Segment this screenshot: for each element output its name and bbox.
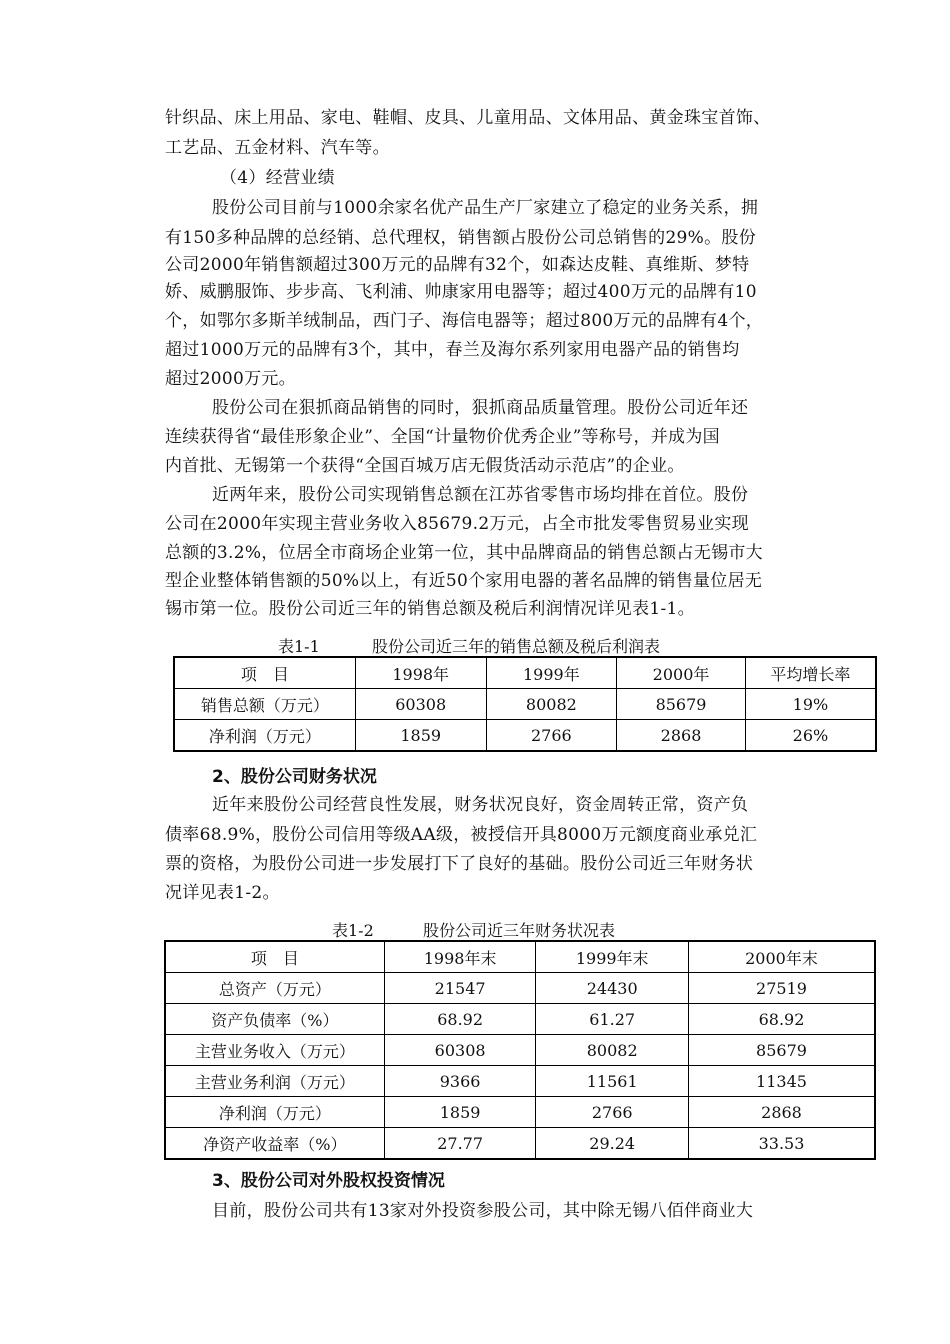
paragraph-line: 超过1000万元的品牌有3个，其中，春兰及海尔系列家用电器产品的销售均 [165, 340, 740, 360]
table-row [165, 973, 875, 1004]
paragraph-line: 债率68.9%，股份公司信用等级AA级，被授信开具8000万元额度商业承兑汇 [165, 825, 758, 845]
paragraph-line: 目前，股份公司共有13家对外投资参股公司，其中除无锡八佰伴商业大 [212, 1201, 754, 1221]
table2-caption-title: 股份公司近三年财务状况表 [423, 921, 616, 940]
table-cell: 85679 [689, 1035, 876, 1066]
paragraph-line: 工艺品、五金材料、汽车等。 [165, 138, 390, 158]
table-cell: 2868 [617, 720, 746, 752]
table-row [165, 1066, 875, 1097]
column-header: 2000年末 [689, 941, 876, 973]
row-label: 主营业务收入（万元） [165, 1035, 384, 1066]
paragraph-line: 超过2000万元。 [165, 369, 296, 389]
paragraph-line: 票的资格，为股份公司进一步发展打下了良好的基础。股份公司近三年财务状 [165, 854, 754, 874]
table-cell: 24430 [536, 973, 689, 1004]
table-cell: 1859 [384, 1097, 536, 1128]
paragraph-line: 连续获得省“最佳形象企业”、全国“计量物价优秀企业”等称号，并成为国 [165, 427, 720, 447]
sales-profit-table [173, 656, 877, 752]
column-header: 2000年 [617, 657, 746, 689]
table-header-row [165, 941, 875, 973]
table-cell: 85679 [617, 689, 746, 720]
table-row [174, 689, 876, 720]
table-cell: 21547 [384, 973, 536, 1004]
table-cell: 2868 [689, 1097, 876, 1128]
paragraph-line: 有150多种品牌的总经销、总代理权，销售额占股份公司总销售的29%。股份 [165, 228, 757, 248]
paragraph-line: 近两年来，股份公司实现销售总额在江苏省零售市场均排在首位。股份 [212, 485, 749, 505]
table-cell: 60308 [384, 1035, 536, 1066]
row-label: 资产负债率（%） [165, 1004, 384, 1035]
table-cell: 60308 [355, 689, 486, 720]
paragraph-line: 内首批、无锡第一个获得“全国百城万店无假货活动示范店”的企业。 [165, 456, 685, 476]
table-header-row [174, 657, 876, 689]
section-heading: 3、股份公司对外股权投资情况 [212, 1171, 445, 1191]
column-header: 1998年 [355, 657, 486, 689]
paragraph-line: 针织品、床上用品、家电、鞋帽、皮具、儿童用品、文体用品、黄金珠宝首饰、 [165, 108, 771, 128]
table-row [165, 1035, 875, 1066]
table-cell: 27.77 [384, 1128, 536, 1160]
column-header: 项 目 [174, 657, 355, 689]
table-row [165, 1097, 875, 1128]
column-header: 1999年 [486, 657, 617, 689]
table-cell: 11345 [689, 1066, 876, 1097]
row-label: 净利润（万元） [174, 720, 355, 752]
row-label: 销售总额（万元） [174, 689, 355, 720]
paragraph-line: 个，如鄂尔多斯羊绒制品，西门子、海信电器等；超过800万元的品牌有4个， [165, 311, 764, 331]
table-cell: 11561 [536, 1066, 689, 1097]
paragraph-line: 型企业整体销售额的50%以上，有近50个家用电器的著名品牌的销售量位居无 [165, 571, 763, 591]
table1-caption-title: 股份公司近三年的销售总额及税后利润表 [372, 637, 661, 656]
table-cell: 33.53 [689, 1128, 876, 1160]
paragraph-line: 况详见表1-2。 [165, 883, 280, 903]
subsection-title: （4）经营业绩 [220, 168, 335, 188]
table-cell: 80082 [536, 1035, 689, 1066]
table1-caption-number: 表1-1 [278, 637, 320, 656]
paragraph-line: 近年来股份公司经营良性发展，财务状况良好，资金周转正常，资产负 [212, 795, 749, 815]
row-label: 主营业务利润（万元） [165, 1066, 384, 1097]
row-label: 净资产收益率（%） [165, 1128, 384, 1160]
paragraph-line: 股份公司在狠抓商品销售的同时，狠抓商品质量管理。股份公司近年还 [212, 398, 749, 418]
paragraph-line: 娇、威鹏服饰、步步高、飞利浦、帅康家用电器等；超过400万元的品牌有10 [165, 282, 757, 302]
paragraph-line: 公司2000年销售额超过300万元的品牌有32个，如森达皮鞋、真维斯、梦特 [165, 255, 750, 275]
paragraph-line: 总额的3.2%，位居全市商场企业第一位，其中品牌商品的销售总额占无锡市大 [165, 543, 763, 563]
table-cell: 9366 [384, 1066, 536, 1097]
column-header: 项 目 [165, 941, 384, 973]
column-header: 1999年末 [536, 941, 689, 973]
column-header: 1998年末 [384, 941, 536, 973]
financial-status-table [164, 940, 876, 1160]
table-cell: 61.27 [536, 1004, 689, 1035]
table2-caption-number: 表1-2 [332, 921, 374, 940]
row-label: 净利润（万元） [165, 1097, 384, 1128]
paragraph-line: 公司在2000年实现主营业务收入85679.2万元，占全市批发零售贸易业实现 [165, 514, 749, 534]
table-cell: 27519 [689, 973, 876, 1004]
table-cell: 29.24 [536, 1128, 689, 1160]
column-header: 平均增长率 [745, 657, 876, 689]
paragraph-line: 股份公司目前与1000余家名优产品生产厂家建立了稳定的业务关系，拥 [212, 198, 759, 218]
table-cell: 19% [745, 689, 876, 720]
table-cell: 80082 [486, 689, 617, 720]
table-cell: 26% [745, 720, 876, 752]
row-label: 总资产（万元） [165, 973, 384, 1004]
table-cell: 1859 [355, 720, 486, 752]
table-cell: 2766 [536, 1097, 689, 1128]
table-cell: 68.92 [384, 1004, 536, 1035]
table-row [174, 720, 876, 752]
table-row [165, 1004, 875, 1035]
section-heading: 2、股份公司财务状况 [212, 767, 377, 787]
paragraph-line: 锡市第一位。股份公司近三年的销售总额及税后利润情况详见表1-1。 [165, 599, 695, 619]
table-row [165, 1128, 875, 1160]
table-cell: 68.92 [689, 1004, 876, 1035]
table-cell: 2766 [486, 720, 617, 752]
